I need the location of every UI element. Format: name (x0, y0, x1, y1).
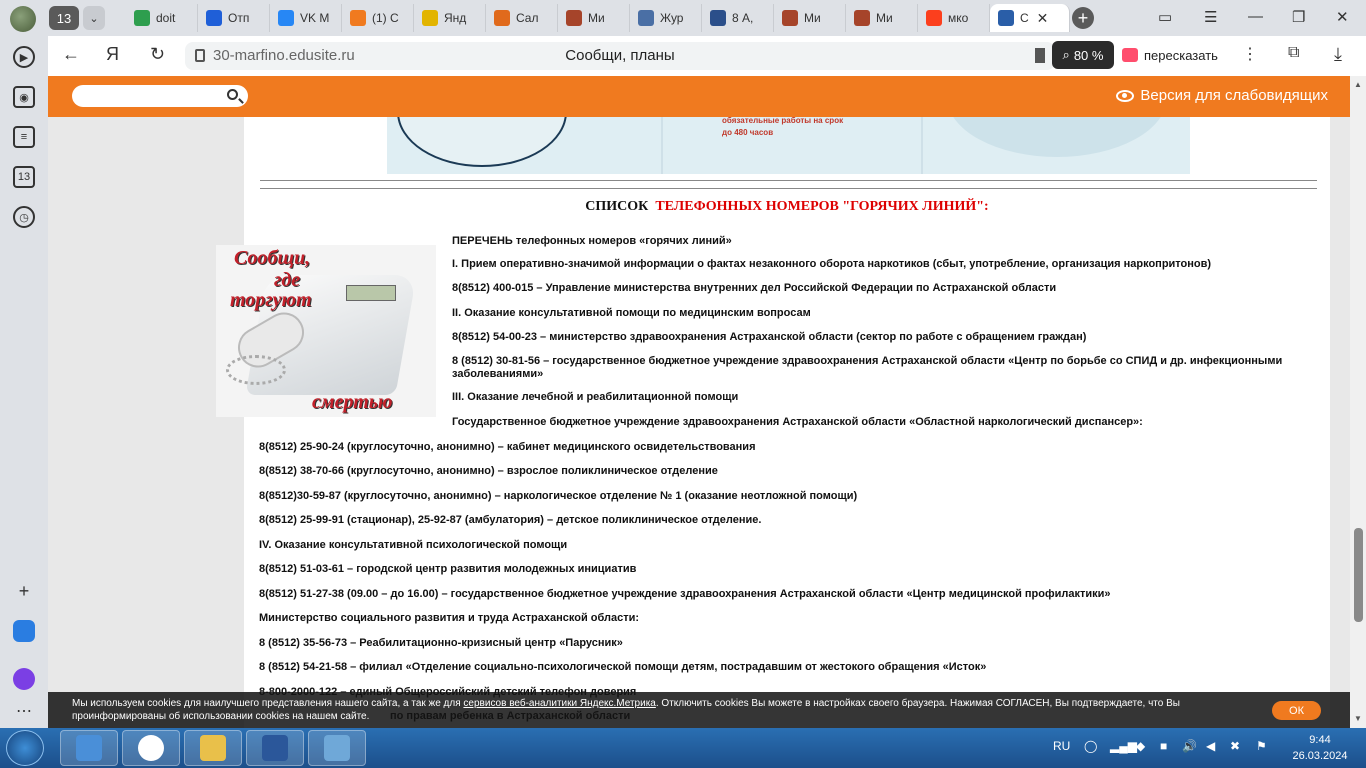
scrollbar-thumb[interactable] (1354, 528, 1363, 622)
more-vertical-icon[interactable]: ⋮ (1242, 46, 1258, 63)
banner-circle-right (947, 117, 1167, 157)
hotline-line: 8(8512) 38-70-66 (круглосуточно, анонимно) – взрослое поликлиническое отделение (259, 465, 718, 477)
tab-label: Янд (444, 11, 467, 25)
phone-cord (226, 355, 286, 385)
page-scrollbar[interactable] (1350, 76, 1366, 728)
tab-label: Отп (228, 11, 250, 25)
visually-impaired-label: Версия для слабовидящих (1140, 87, 1328, 104)
scroll-up-icon[interactable]: ▲ (1354, 80, 1362, 89)
browser-tab[interactable] (486, 4, 558, 32)
tab-favicon-icon (278, 10, 294, 26)
tab-label: Ми (588, 11, 605, 25)
back-arrow-icon[interactable]: ← (62, 44, 80, 64)
clock-date: 26.03.2024 (1292, 750, 1348, 762)
alice-assistant-icon[interactable] (13, 668, 35, 690)
tab-favicon-icon (998, 10, 1014, 26)
retell-label: пересказать (1144, 47, 1218, 63)
tab-label: Сал (516, 11, 539, 25)
yandex-icon[interactable]: Я (106, 44, 119, 64)
search-icon: ⌕ (1062, 47, 1070, 62)
clock-time: 9:44 (1309, 734, 1331, 746)
hotline-line: Министерство социального развития и труда Астраханской области: (259, 612, 640, 624)
word-button[interactable] (246, 730, 304, 766)
flag-icon[interactable]: ⚑ (1256, 739, 1267, 753)
tab-favicon-icon (350, 10, 366, 26)
browser-sidebar (0, 36, 48, 728)
banner-text-line: до 480 часов (722, 128, 774, 137)
system-clock[interactable] (1290, 732, 1350, 764)
notes-icon[interactable]: ≡ (13, 126, 35, 148)
download-icon[interactable]: ⤓ (1334, 44, 1342, 64)
tab-count-button[interactable]: 13 (49, 6, 79, 30)
restore-icon[interactable]: ❐ (1292, 9, 1306, 26)
slogan-word: Сообщи, (234, 247, 311, 269)
tab-favicon-icon (782, 10, 798, 26)
list-title-highlight: ТЕЛЕФОННЫХ НОМЕРОВ "ГОРЯЧИХ ЛИНИЙ": (655, 199, 989, 214)
hotline-line: 8(8512) 25-90-24 (круглосуточно, анонимно) – кабинет медицинского освидетельствования (259, 441, 756, 453)
hotline-line: 8 (8512) 30-81-56 – государственное бюджетное учреждение здравоохранения Астраханской области «Центр по борьбе со СПИД и др. инфекционными заболеваниями» (452, 355, 1283, 380)
retell-button[interactable] (1122, 41, 1218, 69)
slogan-word: смертью (312, 391, 393, 413)
tab-favicon-icon (206, 10, 222, 26)
banner-divider (921, 117, 923, 174)
new-tab-button[interactable]: + (1072, 7, 1094, 29)
picture-icon (324, 735, 350, 761)
cube-app-icon[interactable] (13, 620, 35, 642)
address-bar[interactable] (185, 42, 1055, 70)
list-title (244, 199, 1330, 215)
bookmark-icon[interactable] (1035, 48, 1045, 63)
phone-illustration (216, 245, 436, 417)
language-indicator[interactable]: RU (1053, 739, 1071, 753)
metrika-link[interactable]: сервисов веб-аналитики Яндекс.Метрика (463, 698, 656, 709)
tab-strip (126, 4, 1070, 32)
divider (260, 188, 1317, 189)
hotline-line: 8(8512) 51-27-38 (09.00 – до 16.00) – государственное бюджетное учреждение здравоохранения Астраханской области «Центр медицинской профилактики» (259, 588, 1111, 600)
url-domain: 30-marfino.edusite.ru (213, 47, 355, 64)
cookie-ok-button[interactable]: ОК (1272, 701, 1321, 720)
tab-favicon-icon (134, 10, 150, 26)
zoom-level: 80 % (1073, 47, 1104, 63)
hotline-line: 8(8512)30-59-87 (круглосуточно, анонимно) – наркологическое отделение № 1 (оказание неотложной помощи) (259, 490, 858, 502)
windows-taskbar (0, 728, 1366, 768)
volume-icon[interactable]: 🔊 (1182, 739, 1197, 753)
tab-favicon-icon (854, 10, 870, 26)
slogan-word: торгуют (230, 289, 312, 311)
tab-favicon-icon (926, 10, 942, 26)
tools-icon[interactable]: ✖ (1230, 739, 1241, 753)
page-title: Сообщи, планы (565, 47, 675, 64)
slogan-word: где (274, 269, 301, 291)
word-icon (262, 735, 288, 761)
folder-icon (200, 735, 226, 761)
start-button[interactable] (6, 730, 44, 766)
browser-tab-bar (0, 0, 1366, 36)
cookie-text-part: Мы используем cookies для наилучшего представления нашего сайта, а так же для (72, 698, 464, 709)
hotline-line: III. Оказание лечебной и реабилитационной помощи (452, 391, 739, 403)
photo-viewer-button[interactable] (308, 730, 366, 766)
visually-impaired-link[interactable] (1116, 87, 1328, 104)
hotline-line: II. Оказание консультативной помощи по медицинским вопросам (452, 307, 811, 319)
explorer-button[interactable] (184, 730, 242, 766)
play-icon[interactable]: ▶ (13, 46, 35, 68)
list-title-prefix: СПИСОК (585, 199, 649, 214)
cookie-banner (48, 692, 1350, 728)
close-tab-icon[interactable]: ✕ (1036, 9, 1049, 26)
speaker-icon (76, 735, 102, 761)
history-icon[interactable]: ◷ (13, 206, 35, 228)
browser-tab[interactable] (342, 4, 414, 32)
minimize-icon[interactable]: — (1248, 8, 1263, 25)
browser-tab[interactable] (126, 4, 198, 32)
yandex-browser-button[interactable] (122, 730, 180, 766)
banner-text-line: обязательные работы на срок (722, 117, 844, 125)
add-panel-icon[interactable]: + (18, 580, 30, 601)
eye-icon (1116, 90, 1134, 102)
tab-favicon-icon (422, 10, 438, 26)
camera-icon[interactable]: ◉ (13, 86, 35, 108)
site-search-input[interactable] (72, 85, 248, 107)
hotline-line: I. Прием оперативно-значимой информации о фактах незаконного оборота наркотиков (сбыт, употребление, организация наркопритонов) (452, 258, 1212, 270)
hotline-line: 8 (8512) 54-21-58 – филиал «Отделение социально-психологической помощи детям, пострадавшим от жестокого обращения «Исток» (259, 661, 987, 673)
tab-label: 8 А, (732, 11, 754, 25)
browser-tab[interactable] (270, 4, 342, 32)
browser-tab[interactable] (774, 4, 846, 32)
close-window-icon[interactable]: ✕ (1336, 9, 1349, 26)
calendar-icon[interactable]: 13 (13, 166, 35, 188)
cookie-text (72, 697, 1252, 723)
yandex-icon (138, 735, 164, 761)
main-content (230, 117, 1330, 728)
browser-tab[interactable] (990, 4, 1070, 32)
banner-circle-left (397, 117, 567, 167)
retell-icon (1122, 48, 1138, 62)
tab-label: С (1020, 11, 1029, 25)
browser-tab[interactable] (198, 4, 270, 32)
tab-favicon-icon (638, 10, 654, 26)
phone-screen (346, 285, 396, 301)
browser-tab[interactable] (558, 4, 630, 32)
web-page (48, 76, 1350, 728)
extensions-icon[interactable]: ⧉ (1288, 44, 1300, 61)
tab-label: Жур (660, 11, 684, 25)
site-header (48, 76, 1350, 117)
hotline-line: Государственное бюджетное учреждение здравоохранения Астраханской области «Областной наркологический диспансер»: (452, 416, 1143, 428)
more-icon[interactable]: ⋯ (16, 703, 32, 720)
browser-tab[interactable] (846, 4, 918, 32)
tab-favicon-icon (494, 10, 510, 26)
browser-tab[interactable] (414, 4, 486, 32)
browser-tab[interactable] (702, 4, 774, 32)
hotline-line: 8(8512) 51-03-61 – городской центр развития молодежных инициатив (259, 563, 637, 575)
opera-icon[interactable]: ◯ (1084, 739, 1098, 753)
hotline-line: 8 (8512) 35-56-73 – Реабилитационно-кризисный центр «Парусник» (259, 637, 623, 649)
banner-text (722, 117, 843, 139)
tray-app-icon[interactable]: ◆ (1136, 739, 1146, 753)
scroll-down-icon[interactable]: ▼ (1354, 714, 1362, 723)
divider (260, 180, 1317, 181)
tab-label: doit (156, 11, 176, 25)
cookie-text-part: . Отключить cookies Вы можете в настройках своего браузера. Нажимая СОГЛАСЕН, Вы подтверждаете, что Вы проинформированы об использовании cookies на нашем сайте. (72, 698, 1180, 722)
network-signal-icon[interactable]: ▂▄▆ (1110, 739, 1137, 753)
reload-icon[interactable]: ↻ (150, 44, 166, 64)
banner-image (387, 117, 1190, 174)
search-icon[interactable] (227, 89, 238, 100)
profile-avatar[interactable] (10, 6, 36, 32)
hotline-line: 8(8512) 25-99-91 (стационар), 25-92-87 (амбулатория) – детское поликлиническое отделение. (259, 514, 762, 526)
muted-speaker-icon[interactable]: ◀ (1206, 739, 1216, 753)
update-icon[interactable]: ■ (1160, 739, 1168, 753)
banner-divider (661, 117, 663, 174)
tab-favicon-icon (710, 10, 726, 26)
browser-tab[interactable] (918, 4, 990, 32)
tab-favicon-icon (566, 10, 582, 26)
hotline-line: ПЕРЕЧЕНЬ телефонных номеров «горячих линий» (452, 235, 732, 247)
collections-icon[interactable]: ▭ (1158, 9, 1173, 26)
tab-label: Ми (876, 11, 893, 25)
volume-app-button[interactable] (60, 730, 118, 766)
hotline-line: 8(8512) 54-00-23 – министерство здравоохранения Астраханской области (сектор по работе с обращением граждан) (452, 331, 1087, 343)
hotline-line: 8(8512) 400-015 – Управление министерства внутренних дел Российской Федерации по Астраханской области (452, 282, 1057, 294)
menu-icon[interactable]: ☰ (1204, 9, 1218, 26)
browser-tab[interactable] (630, 4, 702, 32)
tab-label: (1) С (372, 11, 399, 25)
tab-label: Ми (804, 11, 821, 25)
browser-toolbar (48, 36, 1366, 76)
tab-label: мко (948, 11, 969, 25)
tab-label: VK М (300, 11, 330, 25)
hotline-line: IV. Оказание консультативной психологической помощи (259, 539, 568, 551)
zoom-indicator[interactable] (1052, 41, 1114, 69)
chevron-down-icon[interactable]: ⌄ (83, 6, 105, 30)
